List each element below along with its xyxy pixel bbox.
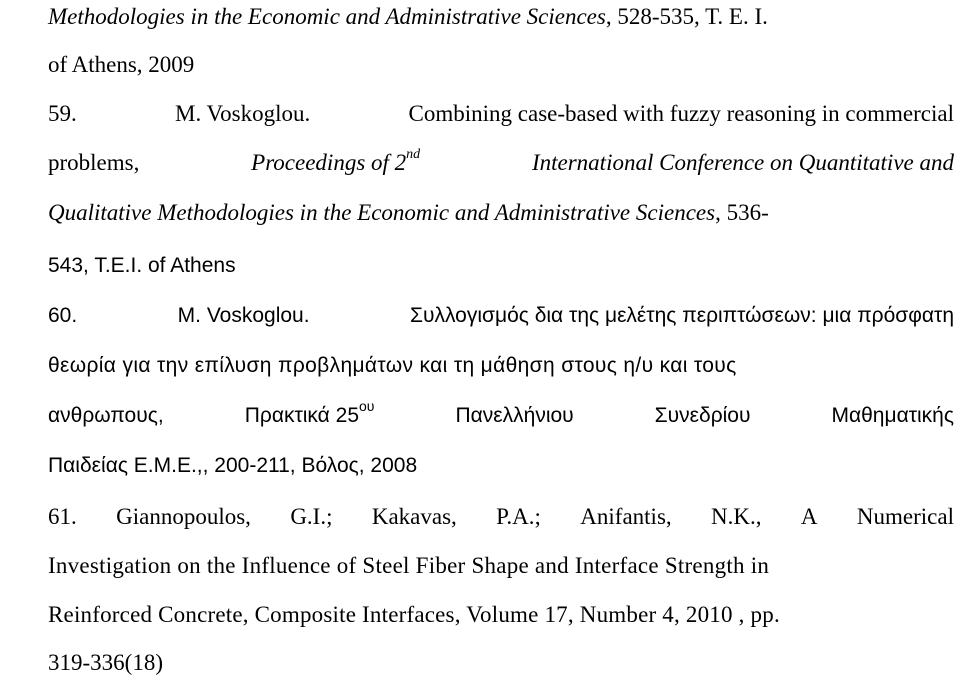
ref58-publisher: of Athens, 2009 <box>48 52 195 77</box>
ref60-line3 <box>48 398 954 430</box>
ref60-word-d: Συνεδρίου <box>654 404 751 427</box>
ref59-conference-cont: Qualitative Methodologies in the Economic and Administrative Sciences <box>48 200 716 225</box>
ref59-line2 <box>48 149 954 177</box>
ref59-pages: , 536- <box>715 200 769 225</box>
ref61-word: P.A.; <box>496 504 541 529</box>
ref59-line1 <box>48 100 954 128</box>
ref61-title: Investigation on the Influence of Steel Fiber Shape and Interface Strength in <box>48 553 770 578</box>
ref58-pages: , 528-535, T. E. I. <box>605 4 768 29</box>
ref61-line4 <box>48 649 163 677</box>
ref61-word: A <box>800 504 818 529</box>
ref61-journal: Reinforced Concrete, Composite Interfaces, Volume 17, Number 4, 2010 , pp. <box>48 602 780 627</box>
ref59-author: M. Voskoglou. <box>175 101 311 126</box>
ref60-word-a: ανθρωπους, <box>48 404 164 427</box>
ref58-line2 <box>48 51 194 79</box>
ref59-title: Combining case-based with fuzzy reasoning in commercial <box>408 101 954 126</box>
ref61-word: Anifantis, <box>580 504 672 529</box>
ref59-line3 <box>48 199 769 227</box>
ref60-line4 <box>48 452 417 480</box>
ref60-author: M. Voskoglou. <box>177 304 310 327</box>
ref59-ordinal-sup: nd <box>406 147 421 163</box>
ref61-word: N.K., <box>711 504 762 529</box>
ref59-title-cont: problems, <box>48 150 140 175</box>
ref61-line2 <box>48 552 769 580</box>
ref61-word: Kakavas, <box>371 504 457 529</box>
ref59-proceedings: Proceedings of 2nd <box>251 147 421 175</box>
ref59-number: 59. <box>48 101 77 126</box>
ref61-line3 <box>48 601 780 629</box>
ref61-line1 <box>48 503 954 531</box>
ref60-proceedings: Πρακτικά $25^{o\upsilon}$ <box>244 398 375 427</box>
ref60-word-e: Μαθηματικής <box>831 404 954 427</box>
ref60-word-c: Πανελλήνιου <box>455 404 574 427</box>
ref60-ordinal-sup: ου <box>359 398 375 414</box>
ref60-line2 <box>48 352 954 380</box>
ref60-number: 60. <box>48 304 78 327</box>
ref61-pages: 319-336(18) <box>48 650 163 675</box>
ref61-word: Numerical <box>856 504 954 529</box>
ref58-journal-italic: Methodologies in the Economic and Administrative Sciences <box>48 4 606 29</box>
ref61-number: 61. <box>48 504 77 529</box>
ref61-word: G.I.; <box>290 504 333 529</box>
ref60-publisher: Παιδείας Ε.Μ.Ε.,, 200-211, Βόλος, 2008 <box>48 454 418 477</box>
ref61-word: Giannopoulos, <box>116 504 251 529</box>
ref58-line1 <box>48 3 768 31</box>
ref60-title-cont: θεωρία για την επίλυση προβλημάτων και τη μάθηση στους η/υ και τους <box>48 354 737 377</box>
ref60-title: Συλλογισμός δια της μελέτης περιπτώσεων: μια πρόσφατη <box>410 304 954 327</box>
ref59-publisher: 543, T.E.I. of Athens <box>48 254 236 277</box>
ref59-line4 <box>48 252 236 280</box>
ref59-conference: International Conference on Quantitative and <box>531 150 954 175</box>
ref60-line1 <box>48 302 954 330</box>
